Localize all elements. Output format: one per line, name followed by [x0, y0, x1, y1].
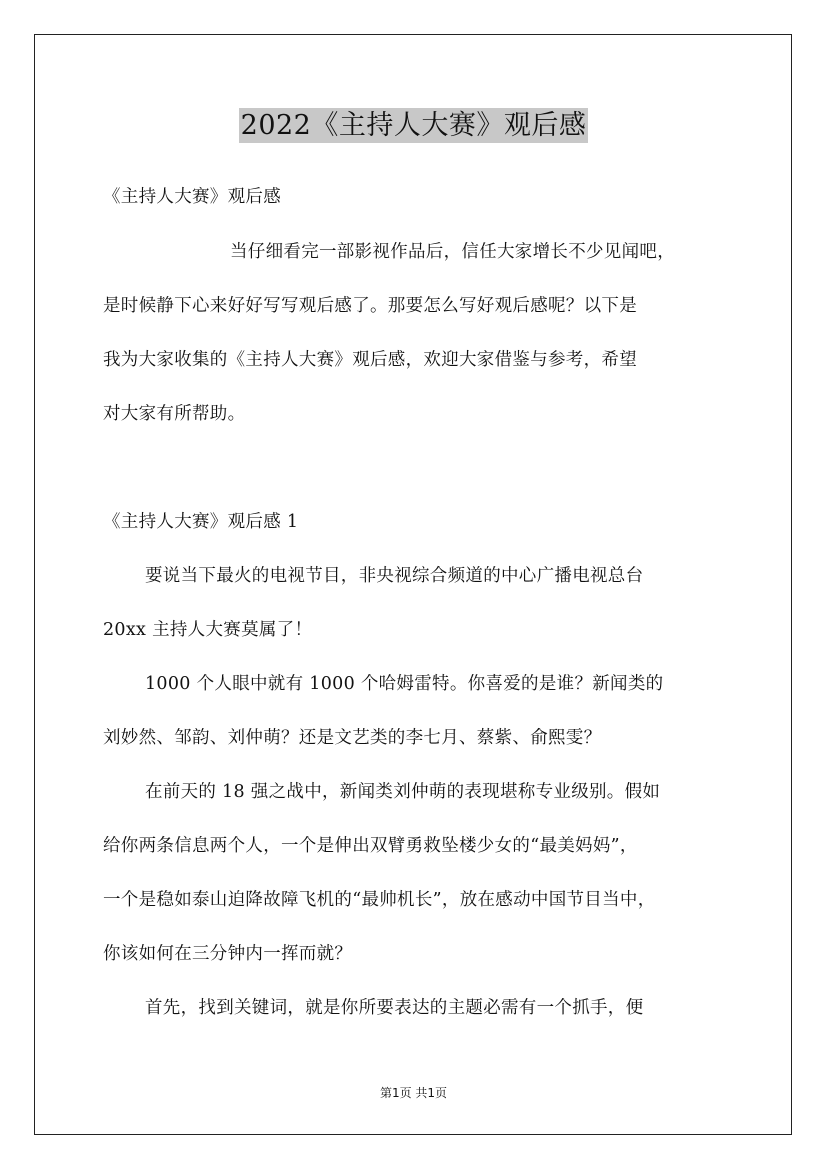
p3-line-2: 给你两条信息两个人，一个是伸出双臂勇救坠楼少女的“最美妈妈”， [103, 836, 638, 856]
intro-heading: 《主持人大赛》观后感 [103, 187, 281, 207]
section-heading: 《主持人大赛》观后感 1 [103, 512, 299, 532]
p1-line-2: 20xx 主持人大赛莫属了！ [103, 620, 313, 640]
intro-line-4: 对大家有所帮助。 [103, 404, 246, 424]
p4-line-1: 首先，找到关键词，就是你所要表达的主题必需有一个抓手，便 [145, 998, 644, 1018]
intro-line-2: 是时候静下心来好好写写观后感了。那要怎么写好观后感呢？以下是 [103, 296, 637, 316]
page-footer: 第1页 共1页 [379, 1086, 448, 1100]
document-title-text: 2022《主持人大赛》观后感 [240, 110, 587, 141]
p2-line-1: 1000 个人眼中就有 1000 个哈姆雷特。你喜爱的是谁？新闻类的 [145, 674, 664, 694]
p1-line-1: 要说当下最火的电视节目，非央视综合频道的中心广播电视总台 [145, 566, 644, 586]
p3-line-3: 一个是稳如泰山迫降故障飞机的“最帅机长”，放在感动中国节目当中， [103, 890, 656, 910]
document-title [0, 103, 827, 142]
intro-line-3: 我为大家收集的《主持人大赛》观后感，欢迎大家借鉴与参考，希望 [103, 350, 637, 370]
p3-line-4: 你该如何在三分钟内一挥而就？ [103, 944, 353, 964]
p2-line-2: 刘妙然、邹韵、刘仲萌？还是文艺类的李七月、蔡紫、俞熙雯？ [103, 728, 602, 748]
p3-line-1: 在前天的 18 强之战中，新闻类刘仲萌的表现堪称专业级别。假如 [145, 782, 661, 802]
intro-line-1: 当仔细看完一部影视作品后，信任大家增长不少见闻吧， [230, 242, 675, 262]
